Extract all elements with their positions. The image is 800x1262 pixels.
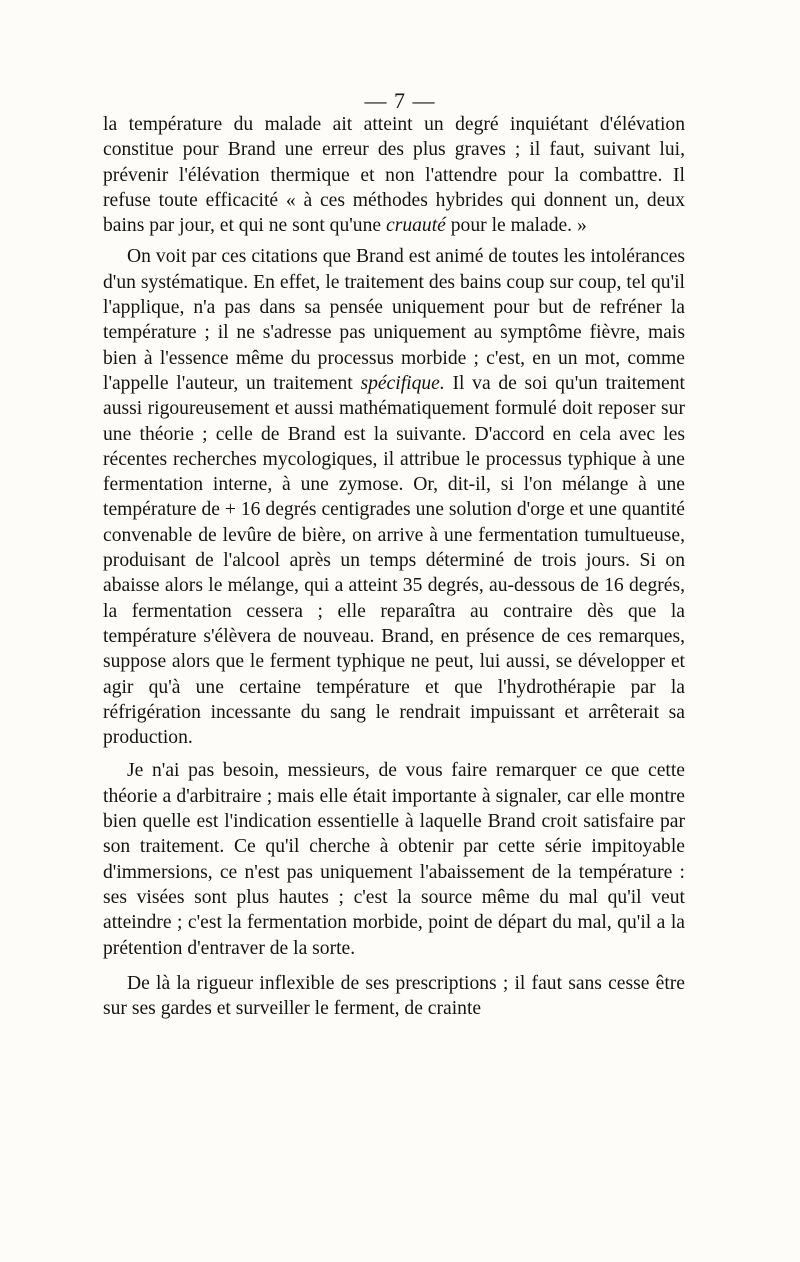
paragraph-1-italic: cruauté: [386, 215, 446, 237]
paragraph-2-text: On voit par ces citations que Brand est animé de toutes les intolérances d'un systématique. En effet, le traitement des bains coup sur coup, tel qu'il l'applique, n'a pas dans sa pensée uniquement pour but de refréner la température ; il ne s'adresse pas uniquement au symptôme fièvre, mais bien à l'essence même du processus morbide ; c'est, en un mot, comme l'appelle l'auteur, un traitement: [103, 246, 685, 394]
paragraph-2: [103, 244, 685, 750]
paragraph-4: [103, 971, 685, 1022]
body-text: [103, 112, 685, 1021]
paragraph-2-italic: spécifique.: [360, 372, 445, 394]
paragraph-3: [103, 758, 685, 960]
paragraph-2-text-end: Il va de soi qu'un traitement aussi rigoureusement et aussi mathématiquement formulé doit reposer sur une théorie ; celle de Brand est la suivante. D'accord en cela avec les récentes recherches mycologiques, il attribue le processus typhique à une fermentation interne, à une zymose. Or, dit-il, si l'on mélange à une température de + 16 degrés centigrades une solution d'orge et une quantité convenable de levûre de bière, on arrive à une fermentation tumultueuse, produisant de l'alcool après un temps déterminé de trois jours. Si on abaisse alors le mélange, qui a atteint 35 degrés, au-dessous de 16 degrés, la fermentation cessera ; elle reparaîtra au contraire dès que la température s'élèvera de nouveau. Brand, en présence de ces remarques, suppose alors que le ferment typhique ne peut, lui aussi, se développer et agir qu'à une certaine température et que l'hydrothérapie par la réfrigération incessante du sang le rendrait impuissant et arrêterait sa production.: [103, 372, 685, 749]
paragraph-1-text: la température du malade ait atteint un degré inquiétant d'élévation constitue pour Brand une erreur des plus graves ; il faut, suivant lui, prévenir l'élévation thermique et non l'attendre pour la combattre. Il refuse toute efficacité « à ces méthodes hybrides qui donnent un, deux bains par jour, et qui ne sont qu'une: [103, 114, 685, 237]
page-number: — 7 —: [364, 88, 436, 113]
paragraph-1: [103, 112, 685, 238]
paragraph-1-text-end: pour le malade. »: [445, 215, 587, 237]
paragraph-3-text: Je n'ai pas besoin, messieurs, de vous faire remarquer ce que cette théorie a d'arbitraire ; mais elle était importante à signaler, car elle montre bien quelle est l'indication essentielle à laquelle Brand croit satisfaire par son traitement. Ce qu'il cherche à obtenir par cette série impitoyable d'immersions, ce n'est pas uniquement l'abaissement de la température : ses visées sont plus hautes ; c'est la source même du mal qu'il veut atteindre ; c'est la fermentation morbide, point de départ du mal, qu'il a la prétention d'entraver de la sorte.: [103, 760, 685, 959]
paragraph-4-text: De là la rigueur inflexible de ses prescriptions ; il faut sans cesse être sur ses gardes et surveiller le ferment, de crainte: [103, 972, 685, 1020]
